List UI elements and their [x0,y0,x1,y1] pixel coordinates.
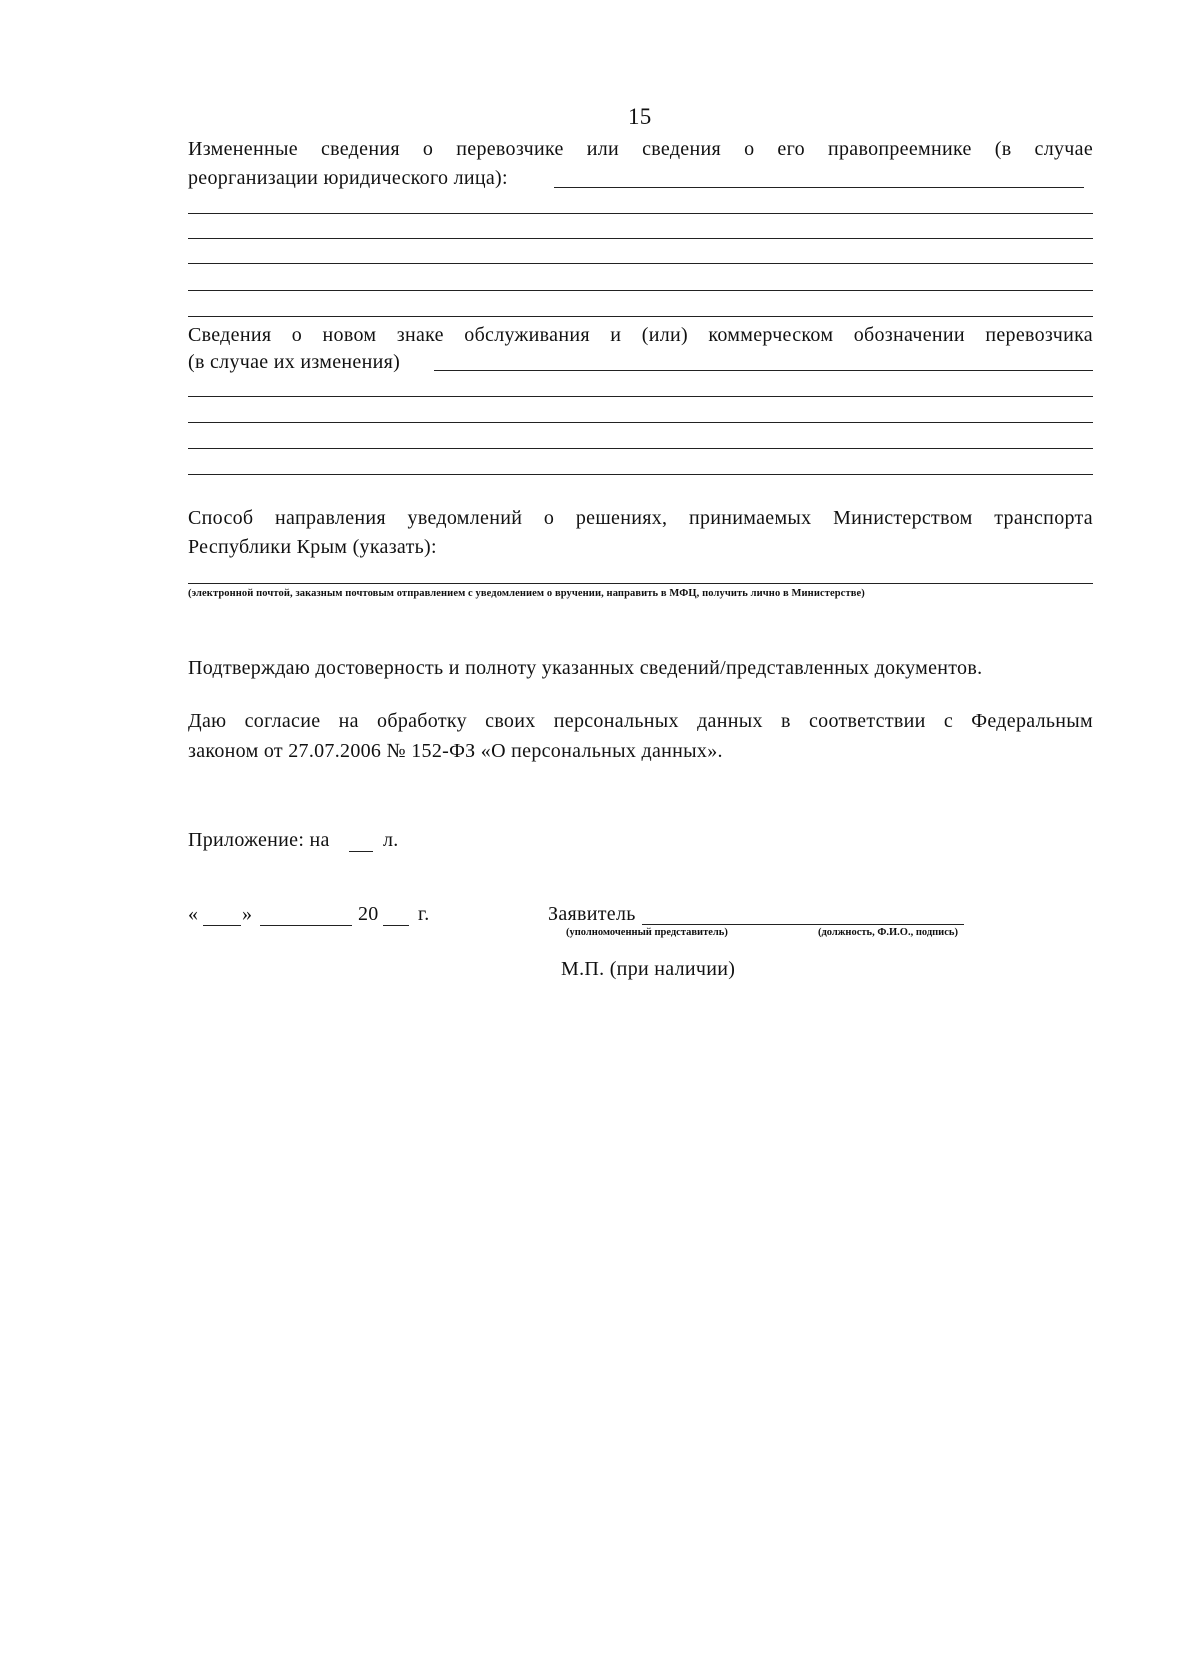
date-year-suffix: г. [418,903,430,925]
trademark-heading-line2: (в случае их изменения) [188,351,401,373]
date-year-prefix: 20 [358,903,379,925]
applicant-sub-representative: (уполномоченный представитель) [566,927,728,938]
trademark-fill-line[interactable] [188,448,1093,449]
successor-fill-line[interactable] [188,213,1093,214]
trademark-heading-line1: Сведения о новом знаке обслуживания и (или) коммерческом обозначении перевозчика [188,324,1093,346]
successor-fill-line[interactable] [188,290,1093,291]
successor-fill-line[interactable] [554,187,1084,188]
notification-heading-line2: Республики Крым (указать): [188,536,437,558]
date-open-quote: « [188,903,199,925]
notification-heading-line1: Способ направления уведомлений о решениях, принимаемых Министерством транспорта [188,507,1093,529]
consent-line2: законом от 27.07.2006 № 152-ФЗ «О персональных данных». [188,740,723,762]
attachment-suffix: л. [383,829,399,851]
notification-fill-line[interactable] [188,583,1093,584]
date-month-field[interactable] [260,925,352,926]
applicant-label: Заявитель [548,903,636,925]
successor-fill-line[interactable] [188,263,1093,264]
successor-fill-line[interactable] [188,238,1093,239]
trademark-fill-line[interactable] [188,396,1093,397]
confirmation-text: Подтверждаю достоверность и полноту указанных сведений/представленных документов. [188,657,983,679]
trademark-fill-line[interactable] [188,422,1093,423]
attachment-prefix: Приложение: на [188,829,330,851]
notification-hint: (электронной почтой, заказным почтовым отправлением с уведомлением о вручении, направить в МФЦ, получить лично в Министерстве) [188,588,865,599]
date-year-field[interactable] [383,925,409,926]
successor-fill-line[interactable] [188,316,1093,317]
page-number: 15 [628,104,652,129]
successor-heading-line1: Измененные сведения о перевозчике или сведения о его правопреемнике (в случае [188,138,1093,160]
trademark-fill-line[interactable] [188,474,1093,475]
successor-heading-line2: реорганизации юридического лица): [188,167,508,189]
applicant-signature-field[interactable] [642,924,964,925]
date-day-field[interactable] [203,925,241,926]
trademark-fill-line[interactable] [434,370,1093,371]
date-close-quote: » [242,903,253,925]
consent-line1: Даю согласие на обработку своих персональных данных в соответствии с Федеральным [188,710,1093,732]
stamp-label: М.П. (при наличии) [561,958,736,980]
applicant-sub-details: (должность, Ф.И.О., подпись) [818,927,958,938]
attachment-pages-field[interactable] [349,851,373,852]
